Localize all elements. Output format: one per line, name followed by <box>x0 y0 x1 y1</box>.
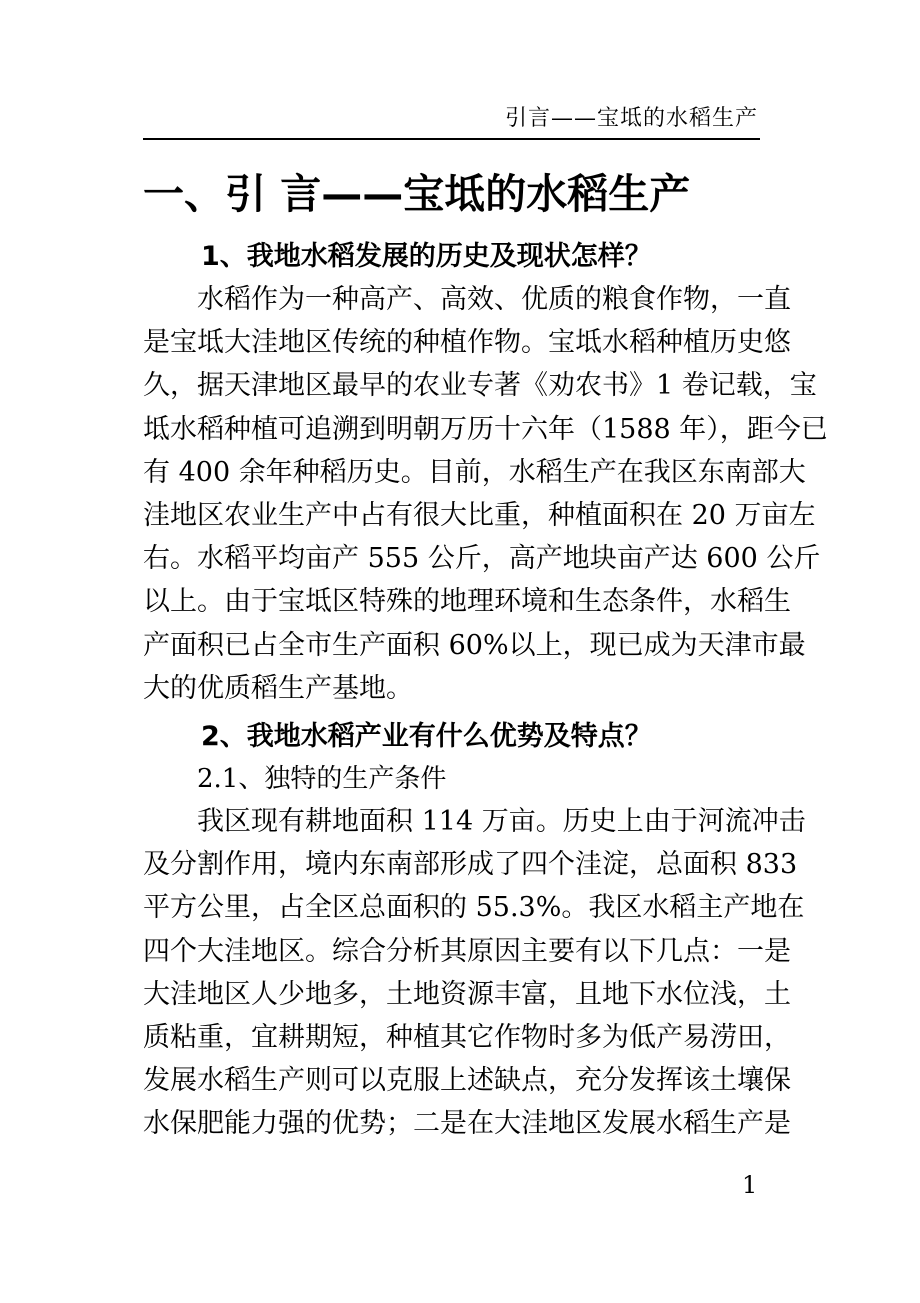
section-2-paragraph <box>143 800 806 1146</box>
paragraph-line: 及分割作用，境内东南部形成了四个洼淀，总面积 833 <box>143 849 798 881</box>
paragraph-line: 质粘重，宜耕期短，种植其它作物时多为低产易涝田， <box>143 1022 791 1054</box>
chapter-title: 一、引 言——宝坻的水稻生产 <box>143 170 691 218</box>
paragraph-line: 大洼地区人少地多，土地资源丰富，且地下水位浅，土 <box>143 978 791 1010</box>
paragraph-line: 坻水稻种植可追溯到明朝万历十六年（1588 年），距今已 <box>143 413 828 445</box>
running-header: 引言——宝坻的水稻生产 <box>504 106 758 131</box>
paragraph-line: 大的优质稻生产基地。 <box>143 672 413 704</box>
paragraph-line: 我区现有耕地面积 114 万亩。历史上由于河流冲击 <box>197 806 806 838</box>
paragraph-line: 以上。由于宝坻区特殊的地理环境和生态条件，水稻生 <box>143 586 791 618</box>
page-body <box>143 236 828 1146</box>
paragraph-line: 右。水稻平均亩产 555 公斤，高产地块亩产达 600 公斤 <box>143 543 821 575</box>
paragraph-line: 水稻作为一种高产、高效、优质的粮食作物，一直 <box>197 284 791 315</box>
paragraph-line: 四个大洼地区。综合分析其原因主要有以下几点：一是 <box>143 935 791 967</box>
page-number: 1 <box>742 1171 758 1199</box>
paragraph-line: 水保肥能力强的优势；二是在大洼地区发展水稻生产是 <box>143 1108 791 1140</box>
section-1-paragraph <box>143 278 828 710</box>
subsection-heading: 2.1、独特的生产条件 <box>197 764 447 795</box>
paragraph-line: 久，据天津地区最早的农业专著《劝农书》1 卷记载，宝 <box>143 370 817 402</box>
section-heading-2: 2、我地水稻产业有什么优势及特点？ <box>201 721 652 753</box>
paragraph-line: 产面积已占全市生产面积 60%以上，现已成为天津市最 <box>143 629 806 661</box>
paragraph-line: 洼地区农业生产中占有很大比重，种植面积在 20 万亩左 <box>143 500 816 532</box>
section-heading-1: 1、我地水稻发展的历史及现状怎样？ <box>201 241 652 272</box>
header-rule <box>143 138 760 140</box>
paragraph-line: 是宝坻大洼地区传统的种植作物。宝坻水稻种植历史悠 <box>143 327 791 359</box>
paragraph-line: 有 400 余年种稻历史。目前，水稻生产在我区东南部大 <box>143 456 806 488</box>
paragraph-line: 发展水稻生产则可以克服上述缺点，充分发挥该土壤保 <box>143 1065 791 1097</box>
paragraph-line: 平方公里，占全区总面积的 55.3%。我区水稻主产地在 <box>143 892 805 924</box>
